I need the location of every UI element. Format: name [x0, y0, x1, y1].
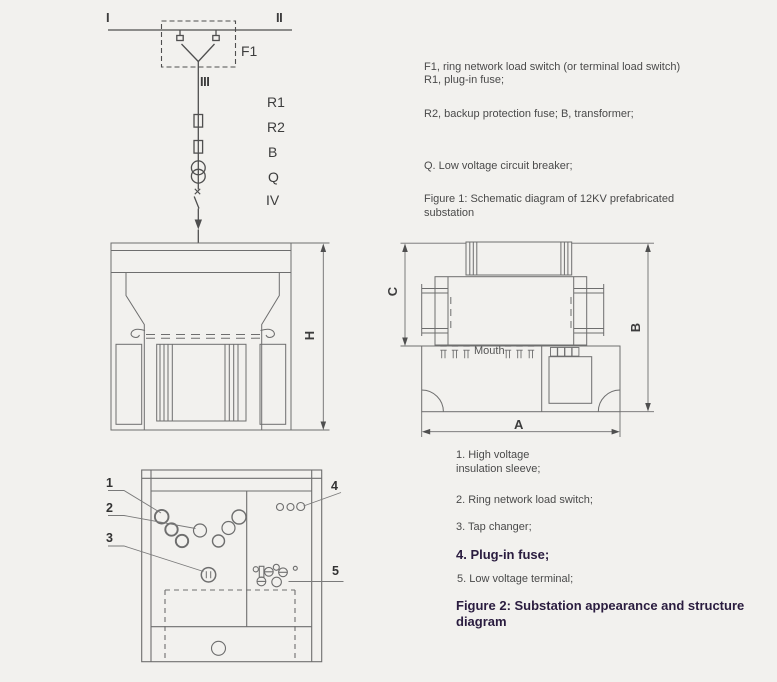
fig2-note-4: 4. Plug-in fuse;	[456, 547, 550, 562]
figure1-schematic	[108, 21, 292, 243]
fig1-note-f1: F1, ring network load switch (or terminal load switch)	[424, 61, 681, 73]
insulation-sleeves	[155, 510, 246, 547]
callout-2: 2	[106, 501, 113, 515]
fuse-label-r1: R1	[267, 94, 285, 110]
mount-bracket-right	[574, 284, 604, 336]
callout-4: 4	[331, 479, 338, 493]
base-hole	[212, 641, 226, 655]
figure2-front-view	[111, 243, 330, 430]
breaker-label-q: Q	[268, 169, 279, 185]
dim-label-h: H	[302, 330, 318, 341]
tap-changer	[201, 568, 215, 582]
transformer-body	[435, 277, 587, 345]
callout-leaders	[108, 491, 344, 582]
breaker-symbol	[194, 189, 200, 209]
outgoing-arrow	[195, 220, 202, 230]
plug-in-fuse-holes	[277, 503, 305, 511]
callout-5: 5	[332, 564, 339, 578]
section-label-iii: III	[200, 74, 210, 89]
mouth-label: Mouth	[474, 345, 505, 357]
fuse-label-r2: R2	[267, 119, 285, 135]
bus-label-i: I	[106, 10, 110, 25]
switch-label-f1: F1	[241, 43, 258, 59]
dim-label-c: C	[385, 286, 401, 297]
fig2-note-5: 5. Low voltage terminal;	[457, 573, 574, 585]
figure1-caption: Figure 1: Schematic diagram of 12KV prefabricated substation	[424, 193, 675, 219]
dim-label-b: B	[628, 322, 644, 333]
fig1-note-r1: R1, plug-in fuse;	[424, 74, 505, 86]
fig1-note-q: Q. Low voltage circuit breaker;	[424, 160, 573, 172]
low-voltage-terminal-cluster	[253, 564, 297, 587]
ring-load-switch-symbol	[177, 30, 219, 62]
fig2-note-1: 1. High voltage insulation sleeve;	[456, 449, 541, 475]
fig2-note-3: 3. Tap changer;	[456, 521, 532, 533]
callout-3: 3	[106, 531, 113, 545]
lifting-hook-right	[261, 329, 275, 337]
cable-trench-dashed	[165, 590, 295, 662]
fig2-note-2: 2. Ring network load switch;	[456, 494, 593, 506]
transformer-label-b: B	[268, 144, 278, 160]
f1-dashed-box	[162, 21, 236, 67]
bus-label-ii: II	[276, 10, 283, 25]
fig1-note-r2: R2, backup protection fuse; B, transformer;	[424, 108, 634, 120]
radiator-panel	[157, 344, 246, 421]
dim-label-a: A	[514, 417, 524, 432]
figure2-caption: Figure 2: Substation appearance and structure diagram	[456, 598, 745, 629]
figure2-structure-view	[108, 470, 344, 662]
dimension-c	[401, 243, 467, 346]
top-cover	[466, 242, 572, 275]
figure2-side-view	[401, 242, 655, 437]
terminal-block	[551, 348, 579, 357]
lifting-hook-left	[131, 329, 145, 337]
callout-1: 1	[106, 476, 113, 490]
outgoing-label-iv: IV	[266, 192, 280, 208]
